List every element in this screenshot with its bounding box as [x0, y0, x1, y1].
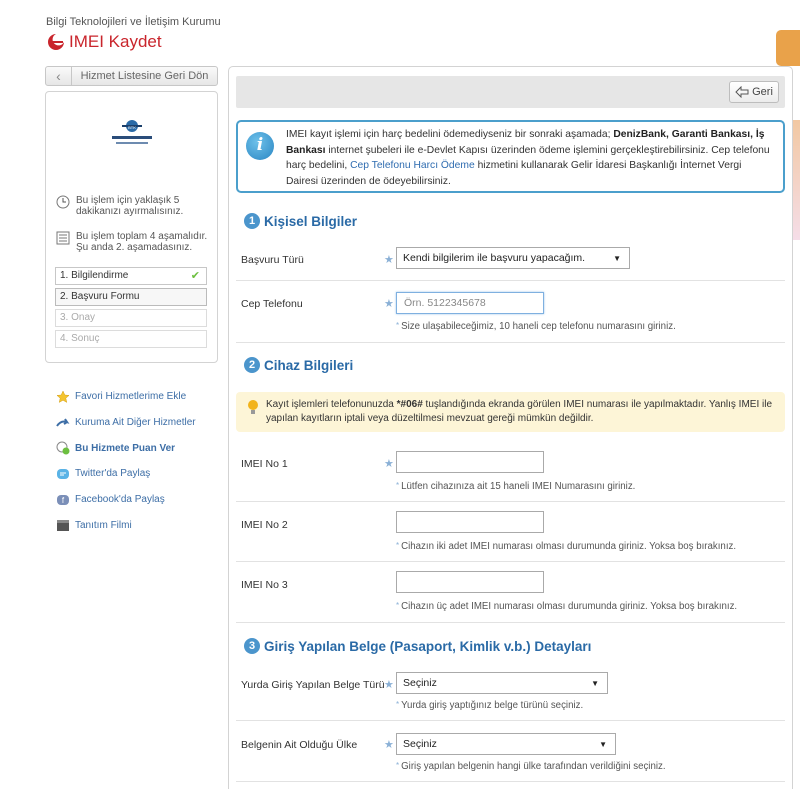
- imei3-hint: * Cihazın üç adet IMEI numarası olması durumunda giriniz. Yoksa boş bırakınız.: [396, 601, 737, 612]
- btk-logo: [104, 118, 160, 152]
- divider: [236, 781, 785, 782]
- sidebar-item-twitter[interactable]: Twitter'da Paylaş: [56, 461, 226, 487]
- phone-label: Cep Telefonu: [241, 298, 303, 310]
- document-type-label: Yurda Giriş Yapılan Belge Türü: [241, 679, 385, 691]
- payment-info-box: i IMEI kayıt işlemi için harç bedelini ödemediyseniz bir sonraki aşamada; DenizBank, Garanti Bankası, İş Bankası internet şubeleri ile e-Devlet Kapısı üzerinden ödeme işlemini gerçekleştirebilirsiniz. Cep telefonu harç bedelini, Cep Telefonu Harcı Ödeme hizmetini kullanarak Gelir İdaresi Başkanlığı İnternet Vergi Dairesi üzerinden de ödeyebilirsiniz.: [236, 120, 785, 193]
- imei1-input[interactable]: [396, 451, 544, 473]
- section-entry-document: 3 Giriş Yapılan Belge (Pasaport, Kimlik v.b.) Detayları: [244, 638, 591, 654]
- imei3-label: IMEI No 3: [241, 579, 288, 591]
- clapperboard-icon: [56, 518, 70, 532]
- svg-text:BTK: BTK: [128, 125, 136, 130]
- tax-payment-link[interactable]: Cep Telefonu Harcı Ödeme: [350, 160, 475, 171]
- clock-icon: [56, 195, 70, 209]
- divider: [236, 622, 785, 623]
- country-select[interactable]: Seçiniz ▼: [396, 733, 616, 755]
- svg-text:f: f: [61, 495, 65, 505]
- imei3-input[interactable]: [396, 571, 544, 593]
- step-list: [55, 267, 207, 351]
- required-icon: ★: [384, 298, 394, 310]
- checkmark-icon: ✔: [190, 270, 200, 282]
- country-hint: * Giriş yapılan belgenin hangi ülke tarafından verildiğini seçiniz.: [396, 761, 666, 772]
- imei1-hint: * Lütfen cihazınıza ait 15 haneli IMEI Numarasını giriniz.: [396, 481, 635, 492]
- sidebar-item-facebook[interactable]: f Facebook'da Paylaş: [56, 487, 226, 513]
- phone-input[interactable]: Örn. 5122345678: [396, 292, 544, 314]
- back-to-service-list-label: Hizmet Listesine Geri Dön: [80, 70, 209, 82]
- list-icon: [56, 231, 70, 245]
- required-icon: ★: [384, 679, 394, 691]
- step-item: 1. Bilgilendirme ✔: [55, 267, 207, 285]
- stage-info: [56, 231, 217, 253]
- twitter-icon: [56, 467, 70, 481]
- divider: [236, 720, 785, 721]
- sidebar-item-favorites[interactable]: Favori Hizmetlerime Ekle: [56, 384, 226, 410]
- divider: [236, 280, 785, 281]
- duration-info: [56, 195, 217, 217]
- stage-text: Bu işlem toplam 4 aşamalıdır. Şu anda 2. aşamadasınız.: [76, 231, 208, 253]
- required-icon: ★: [384, 739, 394, 751]
- imei2-hint: * Cihazın iki adet IMEI numarası olması durumunda giriniz. Yoksa boş bırakınız.: [396, 541, 736, 552]
- sidebar-menu: [56, 384, 226, 538]
- document-type-hint: * Yurda giriş yaptığınız belge türünü seçiniz.: [396, 700, 583, 711]
- side-decoration: [776, 30, 800, 66]
- arrow-icon: [56, 416, 70, 430]
- star-icon: [56, 390, 70, 404]
- page-title-text: IMEI Kaydet: [69, 32, 162, 51]
- back-to-service-list-button[interactable]: [45, 66, 218, 86]
- chevron-left-icon: ‹: [46, 67, 72, 85]
- back-arrow-icon: [735, 86, 749, 98]
- back-button[interactable]: [729, 81, 779, 103]
- sidebar-item-rate-service[interactable]: Bu Hizmete Puan Ver: [56, 435, 226, 461]
- divider: [236, 501, 785, 502]
- section-device-info: 2 Cihaz Bilgileri: [244, 357, 353, 373]
- lightbulb-icon: [246, 399, 260, 415]
- application-type-label: Başvuru Türü: [241, 254, 304, 266]
- country-label: Belgenin Ait Olduğu Ülke: [241, 739, 358, 751]
- step-item: 2. Başvuru Formu: [55, 288, 207, 306]
- sidebar-item-promo-video[interactable]: Tanıtım Filmi: [56, 512, 226, 538]
- organization-name: Bilgi Teknolojileri ve İletişim Kurumu: [46, 16, 221, 28]
- sidebar-item-other-services[interactable]: Kuruma Ait Diğer Hizmetler: [56, 410, 226, 436]
- imei1-label: IMEI No 1: [241, 458, 288, 470]
- imei-warning-box: Kayıt işlemleri telefonunuzda *#06# tuşlandığında ekranda görülen IMEI numarası ile yapılmaktadır. Yanlış IMEI ile yapılan kayıtların iptali veya düzeltilmesi mevzuat gereği mümkün değildir.: [236, 392, 785, 432]
- duration-text: Bu işlem için yaklaşık 5 dakikanızı ayırmalısınız.: [76, 195, 184, 217]
- divider: [236, 561, 785, 562]
- back-button-label: Geri: [752, 86, 773, 98]
- divider: [236, 342, 785, 343]
- top-toolbar: [236, 76, 785, 108]
- rate-icon: [56, 441, 70, 455]
- info-icon: i: [246, 132, 274, 160]
- page-title: [46, 32, 162, 52]
- facebook-icon: [56, 493, 70, 507]
- turkiye-logo-icon: [46, 33, 66, 51]
- required-icon: ★: [384, 254, 394, 266]
- step-item: 3. Onay: [55, 309, 207, 327]
- required-icon: ★: [384, 458, 394, 470]
- step-item: 4. Sonuç: [55, 330, 207, 348]
- imei2-input[interactable]: [396, 511, 544, 533]
- imei2-label: IMEI No 2: [241, 519, 288, 531]
- phone-hint: * Size ulaşabileceğimiz, 10 haneli cep telefonu numarasını giriniz.: [396, 321, 676, 332]
- section-personal-info: 1 Kişisel Bilgiler: [244, 213, 357, 229]
- application-type-select[interactable]: Kendi bilgilerim ile başvuru yapacağım. ▼: [396, 247, 630, 269]
- document-type-select[interactable]: Seçiniz ▼: [396, 672, 608, 694]
